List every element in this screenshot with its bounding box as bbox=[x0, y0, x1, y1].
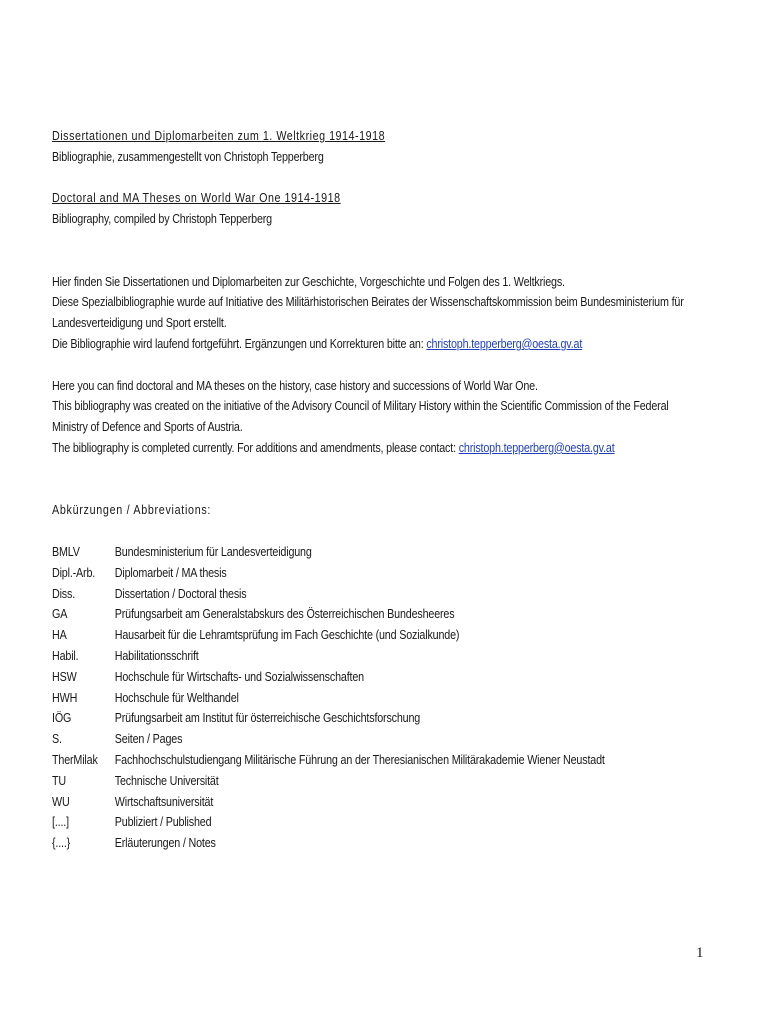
abbreviation-description: Technische Universität bbox=[114, 773, 219, 788]
intro-en-line: Ministry of Defence and Sports of Austria. bbox=[52, 420, 243, 435]
abbreviation-description: Bundesministerium für Landesverteidigung bbox=[114, 544, 312, 559]
abbreviation-row bbox=[52, 708, 723, 729]
abbreviation-description: Prüfungsarbeit am Institut für österreichische Geschichtsforschung bbox=[114, 711, 421, 726]
intro-de-line bbox=[52, 334, 723, 355]
abbreviation-term: GA bbox=[52, 607, 68, 622]
abbreviation-description: Wirtschaftsuniversität bbox=[114, 794, 214, 809]
abbreviation-description: Diplomarbeit / MA thesis bbox=[114, 565, 227, 580]
abbreviation-term: IÖG bbox=[52, 711, 72, 726]
subtitle-en: Bibliography, compiled by Christoph Tepperberg bbox=[52, 212, 272, 227]
abbreviation-term: TU bbox=[52, 773, 66, 788]
subtitle-de: Bibliographie, zusammengestellt von Christoph Tepperberg bbox=[52, 149, 324, 164]
abbreviation-description: Dissertation / Doctoral thesis bbox=[114, 586, 247, 601]
document-page bbox=[52, 126, 723, 854]
abbreviation-row bbox=[52, 833, 723, 854]
abbreviation-row bbox=[52, 750, 723, 771]
email-link-en[interactable]: christoph.tepperberg@oesta.gv.at bbox=[458, 440, 615, 455]
abbreviation-term: TherMilak bbox=[52, 752, 98, 767]
abbreviation-row bbox=[52, 771, 723, 792]
abbreviation-row bbox=[52, 667, 723, 688]
abbreviation-row bbox=[52, 729, 723, 750]
abbreviations-heading: Abkürzungen / Abbreviations: bbox=[52, 503, 212, 518]
intro-en-contact-text: The bibliography is completed currently. For additions and amendments, please contact: bbox=[52, 440, 459, 455]
abbreviation-row bbox=[52, 792, 723, 813]
abbreviation-term: WU bbox=[52, 794, 70, 809]
intro-en-line bbox=[52, 438, 723, 459]
abbreviation-description: Fachhochschulstudiengang Militärische Führung an der Theresianischen Militärakademie Wiener Neustadt bbox=[114, 752, 605, 767]
abbreviation-description: Habilitationsschrift bbox=[114, 648, 199, 663]
abbreviation-term: Dipl.-Arb. bbox=[52, 565, 96, 580]
intro-de bbox=[52, 272, 723, 355]
abbreviation-term: Habil. bbox=[52, 648, 79, 663]
abbreviation-row bbox=[52, 542, 723, 563]
abbreviation-row bbox=[52, 688, 723, 709]
abbreviation-description: Publiziert / Published bbox=[114, 815, 212, 830]
abbreviation-row bbox=[52, 584, 723, 605]
abbreviation-row bbox=[52, 604, 723, 625]
abbreviations-list bbox=[52, 542, 723, 854]
title-en: Doctoral and MA Theses on World War One 1914-1918 bbox=[52, 191, 341, 206]
abbreviation-term: HSW bbox=[52, 669, 77, 684]
abbreviation-term: HWH bbox=[52, 690, 78, 705]
abbreviation-term: {....} bbox=[52, 836, 71, 851]
email-link-de[interactable]: christoph.tepperberg@oesta.gv.at bbox=[426, 336, 583, 351]
abbreviation-description: Hochschule für Welthandel bbox=[114, 690, 239, 705]
abbreviation-term: BMLV bbox=[52, 544, 80, 559]
abbreviation-row bbox=[52, 812, 723, 833]
abbreviation-description: Prüfungsarbeit am Generalstabskurs des Österreichischen Bundesheeres bbox=[114, 607, 455, 622]
abbreviation-description: Erläuterungen / Notes bbox=[114, 836, 216, 851]
intro-en-line: Here you can find doctoral and MA theses on the history, case history and successions of World War One. bbox=[52, 378, 538, 393]
abbreviation-row bbox=[52, 625, 723, 646]
abbreviation-term: HA bbox=[52, 628, 67, 643]
intro-en-line: This bibliography was created on the initiative of the Advisory Council of Military History within the Scientific Commission of the Federal bbox=[52, 399, 669, 414]
title-de: Dissertationen und Diplomarbeiten zum 1. Weltkrieg 1914-1918 bbox=[52, 129, 386, 143]
abbreviation-row bbox=[52, 563, 723, 584]
abbreviation-row bbox=[52, 646, 723, 667]
abbreviation-description: Hochschule für Wirtschafts- und Sozialwissenschaften bbox=[114, 669, 364, 684]
intro-de-line: Hier finden Sie Dissertationen und Diplomarbeiten zur Geschichte, Vorgeschichte und Folgen des 1. Weltkriegs. bbox=[52, 274, 565, 289]
intro-en bbox=[52, 376, 723, 459]
abbreviation-term: S. bbox=[52, 732, 62, 747]
abbreviation-term: Diss. bbox=[52, 586, 76, 601]
intro-de-contact-text: Die Bibliographie wird laufend fortgeführt. Ergänzungen und Korrekturen bitte an: bbox=[52, 336, 427, 351]
abbreviation-description: Hausarbeit für die Lehramtsprüfung im Fach Geschichte (und Sozialkunde) bbox=[114, 628, 460, 643]
abbreviation-term: [....] bbox=[52, 815, 69, 830]
intro-de-line: Diese Spezialbibliographie wurde auf Initiative des Militärhistorischen Beirates der Wissenschaftskommission beim Bundesministerium für bbox=[52, 295, 684, 310]
page-number: 1 bbox=[696, 945, 704, 961]
abbreviation-description: Seiten / Pages bbox=[114, 732, 183, 747]
intro-de-line: Landesverteidigung und Sport erstellt. bbox=[52, 316, 227, 331]
